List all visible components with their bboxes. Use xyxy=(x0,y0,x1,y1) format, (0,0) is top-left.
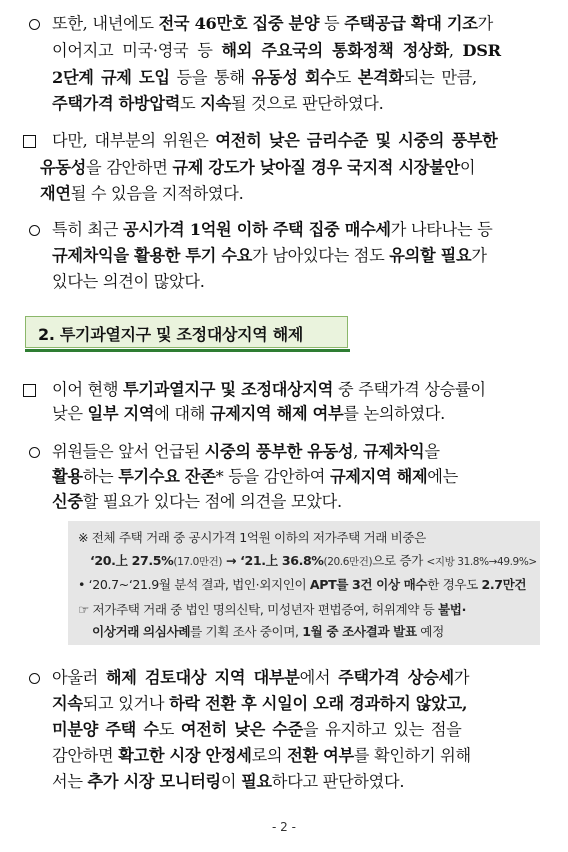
emphasis-text: 확고한 시장 안정세 xyxy=(118,746,252,765)
circle-bullet-icon xyxy=(29,447,40,458)
body-text: 를 논의하였다. xyxy=(343,404,446,423)
note-stat-2020: ‘20.上 27.5% xyxy=(90,553,174,568)
emphasis-text: 규제차익을 활용한 투기 수요 xyxy=(52,246,253,265)
body-text: 도 xyxy=(335,68,358,87)
emphasis-text: 규제지역 해제 여부 xyxy=(209,404,344,423)
para3-line1 xyxy=(52,220,492,240)
body-text: 될 것으로 판단하였다. xyxy=(230,94,384,113)
para2-line2 xyxy=(40,158,475,178)
para3-line3 xyxy=(52,272,205,292)
emphasis-text: 미분양 주택 수 xyxy=(52,720,159,739)
note-stat-2021: → ‘21.上 36.8% xyxy=(222,553,324,568)
circle-bullet-icon xyxy=(29,225,40,236)
body-text: 등 xyxy=(319,14,345,33)
para1-line1 xyxy=(52,14,493,34)
emphasis-text: DSR xyxy=(462,41,501,60)
emphasis-text: 하락 전환 후 시일이 오래 경과하지 않았고, xyxy=(169,694,468,713)
emphasis-text: 추가 시장 모니터링 xyxy=(87,772,221,791)
para6-line1 xyxy=(52,668,469,688)
body-text: 특히 최근 xyxy=(52,220,124,239)
emphasis-text: 일부 지역 xyxy=(87,404,155,423)
square-bullet-icon xyxy=(23,384,36,397)
body-text: 을 감안하면 xyxy=(86,158,173,177)
body-text: 도 xyxy=(180,94,201,113)
body-text: 을 xyxy=(424,442,440,461)
emphasis-text: 유의할 필요 xyxy=(389,246,472,265)
para6-line3 xyxy=(52,720,462,740)
emphasis-text: 여전히 낮은 수준 xyxy=(180,720,303,739)
square-bullet-icon xyxy=(23,135,36,148)
para3-line2 xyxy=(52,246,487,266)
note-line5 xyxy=(92,624,444,640)
para6-line2 xyxy=(52,694,467,714)
note-suspect-cases: 이상거래 의심사례 xyxy=(92,624,191,639)
para5-line2 xyxy=(52,467,458,487)
emphasis-text: 신중 xyxy=(52,492,83,511)
note-line2 xyxy=(90,553,537,570)
note-scheduled-text: 예정 xyxy=(416,624,444,639)
body-text: 를 확인하기 위해 xyxy=(353,746,471,765)
emphasis-text: 지속 xyxy=(200,94,231,113)
body-text: 에 대해 xyxy=(154,404,210,423)
emphasis-text: 필요 xyxy=(241,772,272,791)
body-text: 다만, 대부분의 위원은 xyxy=(52,131,216,150)
body-text: 있다는 의견이 많았다. xyxy=(52,272,205,291)
emphasis-text: 여전히 낮은 금리수준 및 시중의 풍부한 xyxy=(215,131,498,150)
emphasis-text: 규제 강도가 낮아질 경우 국지적 시장불안 xyxy=(172,158,460,177)
body-text: 가 xyxy=(477,14,493,33)
body-text: 이어 현행 xyxy=(52,380,124,399)
note-planning-text: 를 기획 조사 중이며, xyxy=(190,624,303,639)
para2-line1 xyxy=(52,131,498,151)
emphasis-text: 유동성 xyxy=(40,158,87,177)
para5-line3 xyxy=(52,492,342,512)
emphasis-text: 주택가격 상승세 xyxy=(338,668,454,687)
body-text: 에는 xyxy=(427,467,458,486)
emphasis-text: 유동성 회수 xyxy=(251,68,336,87)
body-text: 가 xyxy=(471,246,487,265)
body-text: 이어지고 미국·영국 등 xyxy=(52,41,222,60)
emphasis-text: 규제차익 xyxy=(363,442,425,461)
note-regional-stat: <지방 31.8%→49.9%> xyxy=(426,556,537,568)
para6-line4 xyxy=(52,746,471,766)
emphasis-text: 공시가격 1억원 이하 주택 집중 매수세 xyxy=(123,220,391,239)
body-text: 서는 xyxy=(52,772,88,791)
para4-line1 xyxy=(52,380,486,400)
body-text: 가 나타나는 등 xyxy=(390,220,493,239)
emphasis-text: 해외 주요국의 통화정책 정상화 xyxy=(221,41,449,60)
body-text: 가 남아있다는 점도 xyxy=(252,246,390,265)
emphasis-text: 투기수요 잔존 xyxy=(118,467,216,486)
body-text: 에서 xyxy=(299,668,339,687)
note-analysis-text: • ‘20.7~‘21.9월 분석 결과, 법인·외지인이 xyxy=(78,577,310,592)
note-announce-date: 1월 중 조사결과 발표 xyxy=(302,624,417,639)
page-number: - 2 - xyxy=(272,820,296,834)
emphasis-text: 규제지역 해제 xyxy=(329,467,428,486)
para1-line4 xyxy=(52,94,384,114)
emphasis-text: 시중의 풍부한 유동성 xyxy=(204,442,354,461)
note-line4 xyxy=(78,602,466,618)
body-text: 할 필요가 있다는 점에 의견을 모았다. xyxy=(82,492,342,511)
note-case-text: 한 경우도 xyxy=(427,577,482,592)
note-case-count: 2.7만건 xyxy=(481,577,527,592)
emphasis-text: 본격화 xyxy=(357,68,404,87)
body-text: 이 xyxy=(220,772,242,791)
body-text: 위원들은 앞서 언급된 xyxy=(52,442,205,461)
emphasis-text: 투기과열지구 및 조정대상지역 xyxy=(123,380,334,399)
body-text: , xyxy=(353,442,363,461)
emphasis-text: 활용 xyxy=(52,467,83,486)
body-text: 되는 만큼, xyxy=(403,68,477,87)
circle-bullet-icon xyxy=(29,673,40,684)
section-title: 2. 투기과열지구 및 조정대상지역 해제 xyxy=(38,325,304,344)
body-text: 될 수 있음을 지적하였다. xyxy=(70,184,244,203)
body-text: 가 xyxy=(453,668,470,687)
body-text: 로의 xyxy=(251,746,288,765)
para6-line5 xyxy=(52,772,404,792)
body-text: 아울러 xyxy=(52,668,106,687)
body-text: 하는 xyxy=(82,467,119,486)
note-count-2020: (17.0만건) xyxy=(173,556,223,568)
note-increase-text: 으로 증가 xyxy=(372,553,427,568)
body-text: 하다고 판단하였다. xyxy=(271,772,405,791)
para1-line3 xyxy=(52,68,477,88)
para4-line2 xyxy=(52,404,445,424)
note-apt-purchase: APT를 3건 이상 매수 xyxy=(309,577,428,592)
body-text: 도 xyxy=(158,720,181,739)
para2-line3 xyxy=(40,184,243,204)
note-investigation-text: ☞ 저가주택 거래 중 법인 명의신탁, 미성년자 편법증여, 허위계약 등 xyxy=(78,602,439,617)
emphasis-text: 전환 여부 xyxy=(287,746,354,765)
note-line1: ※ 전체 주택 거래 중 공시가격 1억원 이하의 저가주택 거래 비중은 xyxy=(78,530,426,545)
body-text: 감안하면 xyxy=(52,746,119,765)
body-text: , xyxy=(448,41,463,60)
emphasis-text: 지속 xyxy=(52,694,83,713)
body-text: 중 주택가격 상승률이 xyxy=(333,380,486,399)
body-text: 낮은 xyxy=(52,404,88,423)
emphasis-text: 전국 46만호 집중 분양 xyxy=(158,14,320,33)
note-line3 xyxy=(78,577,526,593)
emphasis-text: 주택가격 하방압력 xyxy=(52,94,181,113)
body-text: * 등을 감안하여 xyxy=(215,467,330,486)
body-text: 을 유지하고 있는 점을 xyxy=(302,720,462,739)
emphasis-text: 재연 xyxy=(40,184,71,203)
note-count-2021: (20.6만건) xyxy=(323,556,373,568)
emphasis-text: 해제 검토대상 지역 대부분 xyxy=(105,668,300,687)
para1-line2 xyxy=(52,41,501,61)
body-text: 이 xyxy=(459,158,476,177)
section-heading-underline xyxy=(25,349,350,352)
body-text: 되고 있거나 xyxy=(82,694,170,713)
para5-line1 xyxy=(52,442,440,462)
body-text: 등을 통해 xyxy=(169,68,252,87)
note-illegal-text: 불법· xyxy=(438,602,466,617)
body-text: 또한, 내년에도 xyxy=(52,14,159,33)
emphasis-text: 2단계 규제 도입 xyxy=(52,68,170,87)
circle-bullet-icon xyxy=(29,19,40,30)
emphasis-text: 주택공급 확대 기조 xyxy=(344,14,478,33)
